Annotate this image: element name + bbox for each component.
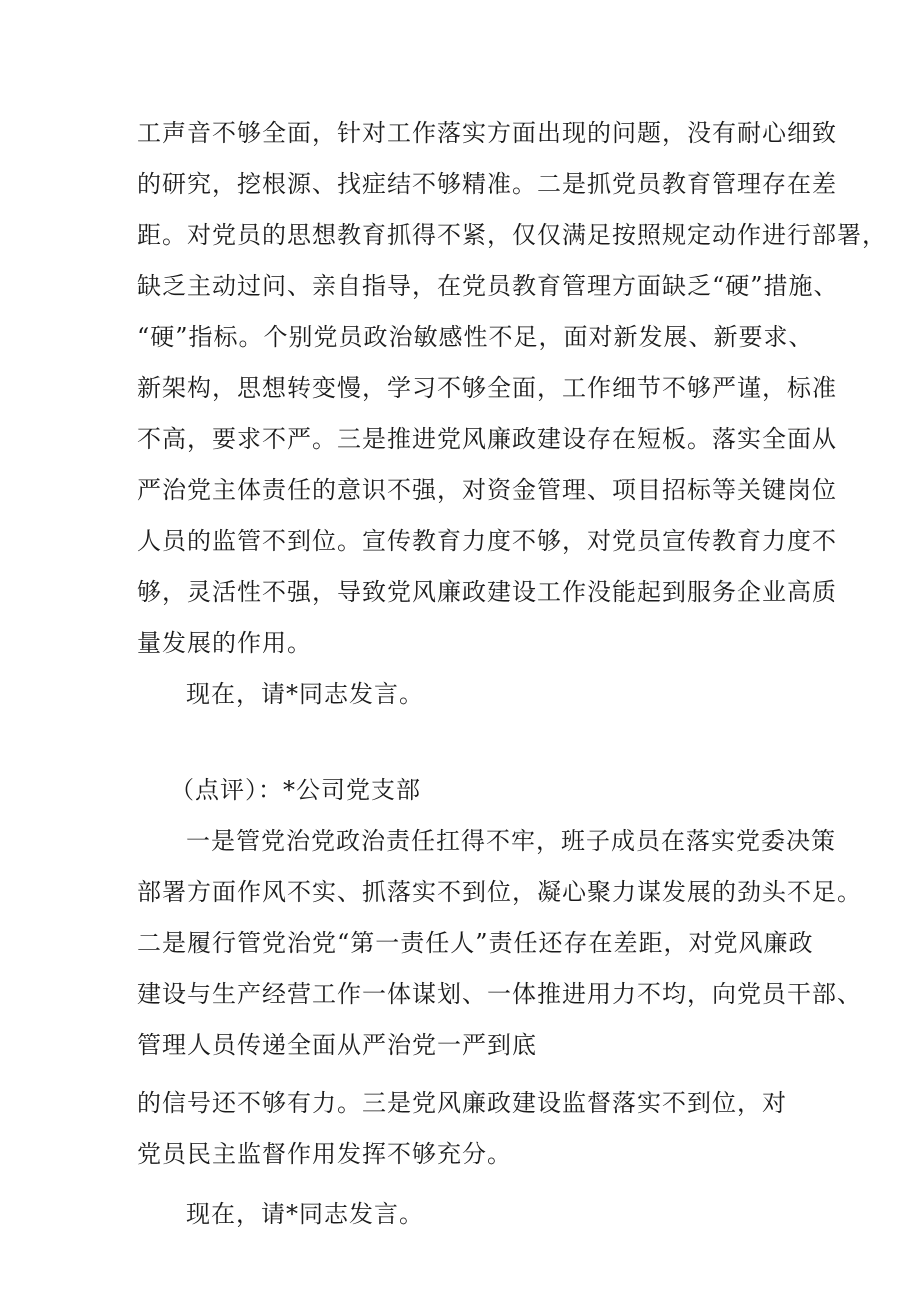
speaker-invitation: 现在，请*同志发言。: [186, 1200, 424, 1228]
paragraph-line: 的研究，挖根源、找症结不够精准。二是抓党员教育管理存在差: [137, 170, 837, 198]
paragraph-line: 人员的监管不到位。宣传教育力度不够，对党员宣传教育力度不: [137, 527, 837, 555]
paragraph-line: 缺乏主动过问、亲自指导，在党员教育管理方面缺乏“硬”措施、: [137, 272, 839, 300]
paragraph-line: 新架构，思想转变慢，学习不够全面，工作细节不够严谨，标准: [137, 374, 837, 402]
paragraph-line: 不高，要求不严。三是推进党风廉政建设存在短板。落实全面从: [137, 425, 837, 453]
paragraph-line: 距。对党员的思想教育抓得不紧，仅仅满足按照规定动作进行部署，: [137, 221, 887, 249]
paragraph-line: 部署方面作风不实、抓落实不到位，凝心聚力谋发展的劲头不足。: [137, 878, 862, 906]
speaker-invitation: 现在，请*同志发言。: [186, 680, 424, 708]
paragraph-line: 二是履行管党治党“第一责任人”责任还存在差距，对党风廉政: [137, 929, 814, 957]
paragraph-line: 一是管党治党政治责任扛得不牢，班子成员在落实党委决策: [186, 827, 836, 855]
paragraph-line: 的信号还不够有力。三是党风廉政建设监督落实不到位，对: [137, 1089, 787, 1117]
paragraph-line: 建设与生产经营工作一体谋划、一体推进用力不均，向党员干部、: [137, 980, 862, 1008]
paragraph-line: 严治党主体责任的意识不强，对资金管理、项目招标等关键岗位: [137, 476, 837, 504]
paragraph-line: 够，灵活性不强，导致党风廉政建设工作没能起到服务企业高质: [137, 578, 837, 606]
paragraph-line: 管理人员传递全面从严治党一严到底: [137, 1031, 537, 1059]
paragraph-line: 工声音不够全面，针对工作落实方面出现的问题，没有耐心细致: [137, 119, 837, 147]
paragraph-line: “硬”指标。个别党员政治敏感性不足，面对新发展、新要求、: [137, 323, 814, 351]
paragraph-line: 党员民主监督作用发挥不够充分。: [137, 1140, 512, 1168]
paragraph-line: 量发展的作用。: [137, 629, 312, 657]
review-heading: （点评）：*公司党支部: [170, 776, 421, 804]
